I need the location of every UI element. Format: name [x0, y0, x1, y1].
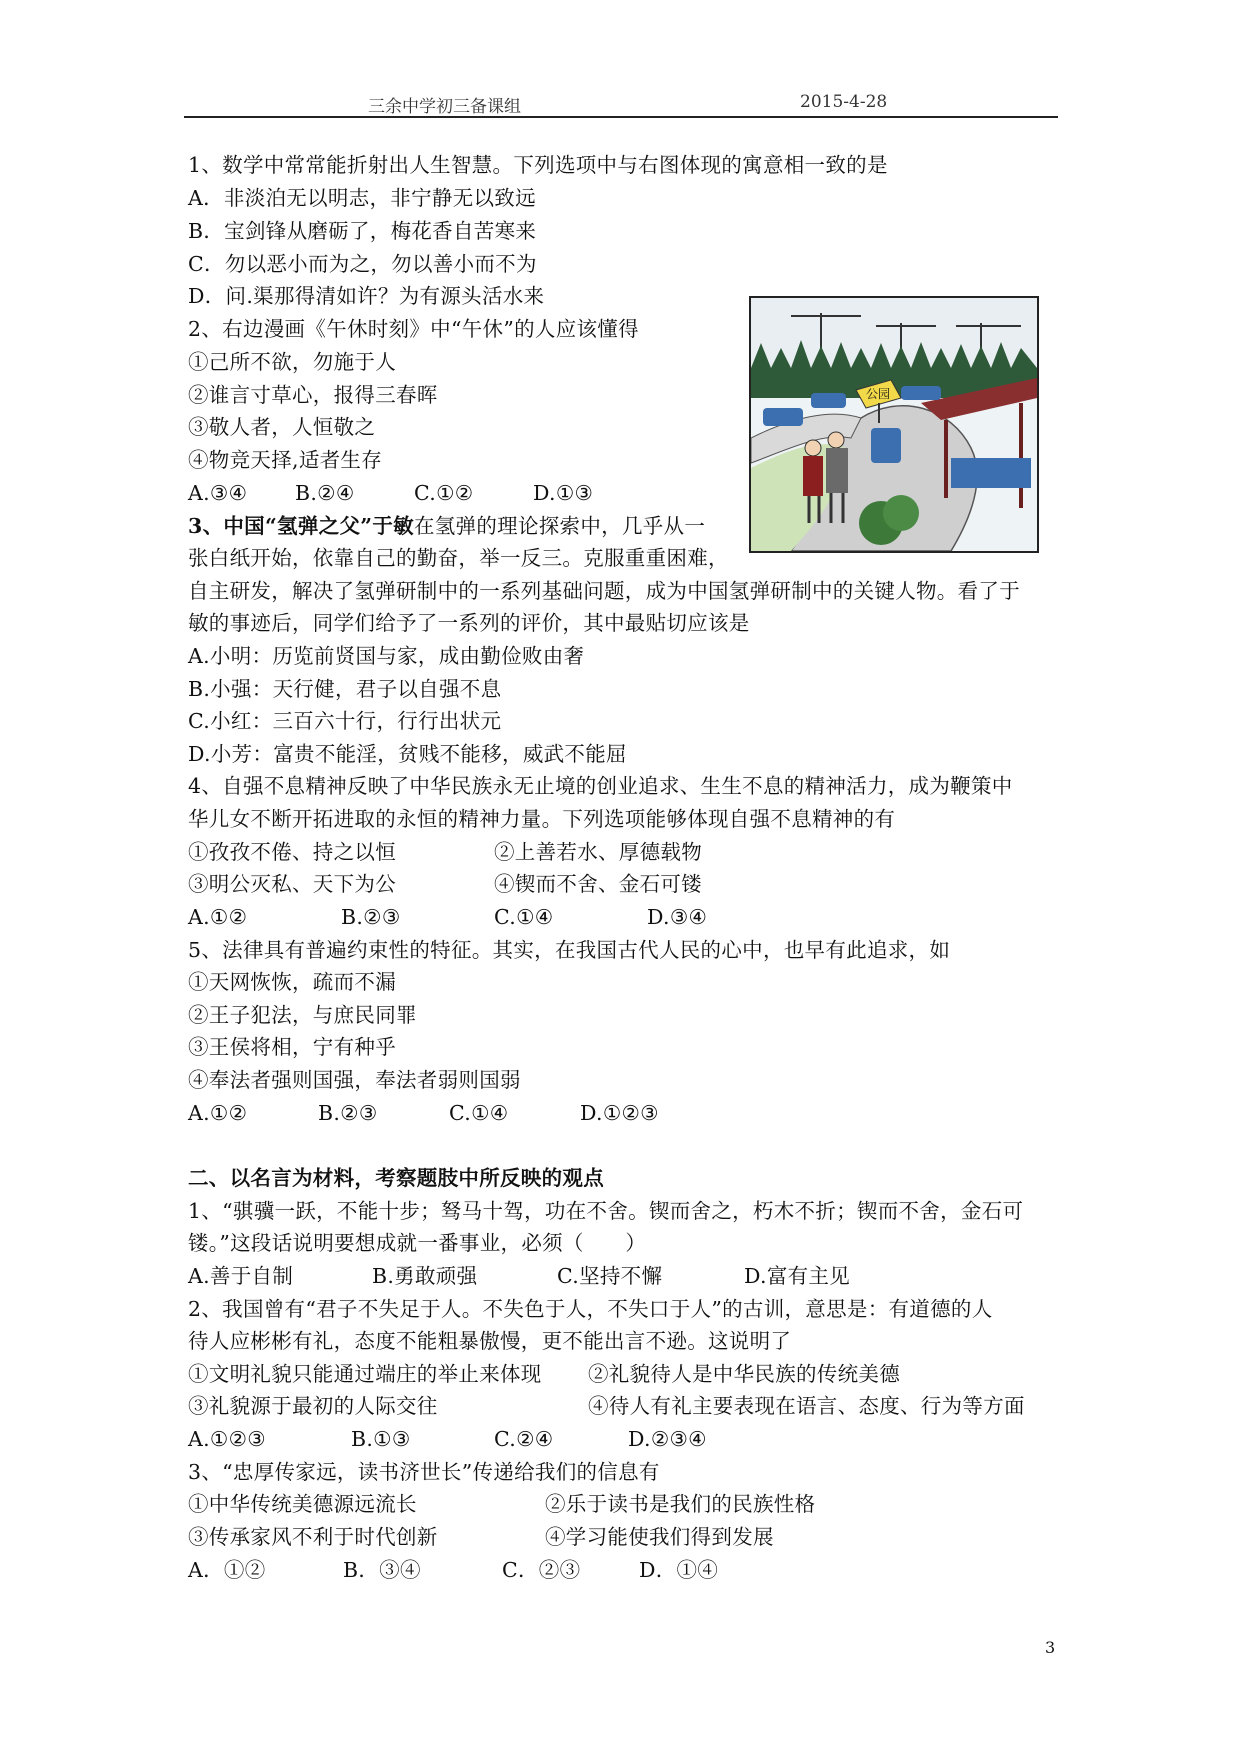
header-org: 三余中学初三备课组 — [368, 97, 521, 117]
q4-statements-row-1 — [188, 837, 888, 867]
q5-options — [188, 1098, 888, 1128]
q4-statement-3: ③明公灭私、天下为公 — [188, 872, 396, 896]
s2-q2-line-2: 待人应彬彬有礼，态度不能粗暴傲慢，更不能出言不逊。这说明了 — [188, 1329, 792, 1353]
q2-option-c: C.①② — [414, 481, 474, 505]
s2-q3-options — [188, 1555, 888, 1585]
q4-option-a: A.①② — [188, 905, 248, 929]
s2-q1-line-2: 镂。”这段话说明要想成就一番事业，必须（ ） — [188, 1231, 647, 1255]
q4-options — [188, 902, 888, 932]
q2-statement-2: ②谁言寸草心，报得三春晖 — [188, 383, 438, 407]
q5-statement-3: ③王侯将相，宁有种乎 — [188, 1035, 396, 1059]
q3-option-b: B.小强：天行健，君子以自强不息 — [188, 677, 502, 701]
q5-statement-2: ②王子犯法，与庶民同罪 — [188, 1003, 417, 1027]
s2-q2-line-1: 2、我国曾有“君子不失足于人。不失色于人，不失口于人”的古训，意思是：有道德的人 — [188, 1297, 993, 1321]
page-number: 3 — [1045, 1638, 1056, 1657]
s2-q2-statements-row-1 — [188, 1359, 1048, 1389]
q1-option-d: D．问.渠那得清如许？为有源头活水来 — [188, 284, 545, 308]
s2-q2-statement-3: ③礼貌源于最初的人际交往 — [188, 1394, 438, 1418]
q2-option-d: D.①③ — [533, 481, 594, 505]
q3-stem-rest: 在氢弹的理论探索中，几乎从一 — [413, 514, 706, 538]
q5-option-c: C.①④ — [449, 1101, 509, 1125]
q3-stem-line-3: 自主研发，解决了氢弹研制中的一系列基础问题，成为中国氢弹研制中的关键人物。看了于 — [188, 579, 1020, 603]
q2-options — [188, 478, 688, 508]
q2-option-a: A.③④ — [188, 481, 248, 505]
q3-option-d: D.小芳：富贵不能淫，贫贱不能移，威武不能屈 — [188, 742, 627, 766]
s2-q3-option-d: D．①④ — [639, 1558, 719, 1582]
q1-stem: 1、数学中常常能折射出人生智慧。下列选项中与右图体现的寓意相一致的是 — [188, 153, 888, 177]
q2-option-b: B.②④ — [295, 481, 355, 505]
q5-statement-1: ①天网恢恢，疏而不漏 — [188, 970, 396, 994]
header-date: 2015-4-28 — [800, 92, 888, 112]
cartoon-image — [749, 296, 1039, 553]
s2-q1-option-b: B.勇敢顽强 — [372, 1264, 478, 1288]
park-sign: 公园 — [866, 387, 891, 401]
q1-option-c: C．勿以恶小而为之，勿以善小而不为 — [188, 252, 537, 276]
s2-q1-option-d: D.富有主见 — [744, 1264, 851, 1288]
q3-stem-line-1 — [188, 511, 705, 541]
s2-q3-statement-3: ③传承家风不利于时代创新 — [188, 1525, 438, 1549]
q4-option-d: D.③④ — [647, 905, 708, 929]
q4-statements-row-2 — [188, 869, 888, 899]
q4-option-b: B.②③ — [341, 905, 401, 929]
s2-q2-statements-row-2 — [188, 1391, 1048, 1421]
q4-option-c: C.①④ — [494, 905, 554, 929]
s2-q2-option-b: B.①③ — [351, 1427, 411, 1451]
s2-q3-statement-4: ④学习能使我们得到发展 — [545, 1525, 774, 1549]
q3-stem-line-4: 敏的事迹后，同学们给予了一系列的评价，其中最贴切应该是 — [188, 611, 750, 635]
q5-stem: 5、法律具有普遍约束性的特征。其实，在我国古代人民的心中，也早有此追求，如 — [188, 938, 951, 962]
s2-q3-option-a: A．①② — [188, 1558, 266, 1582]
q4-statement-2: ②上善若水、厚德载物 — [494, 840, 702, 864]
q3-stem-bold: 3、中国“氢弹之父”于敏 — [188, 514, 414, 538]
s2-q1-option-a: A.善于自制 — [188, 1264, 294, 1288]
s2-q3-stem: 3、“忠厚传家远，读书济世长”传递给我们的信息有 — [188, 1460, 660, 1484]
q2-statement-1: ①己所不欲，勿施于人 — [188, 350, 396, 374]
q2-statement-3: ③敬人者，人恒敬之 — [188, 415, 376, 439]
q1-option-a: A．非淡泊无以明志，非宁静无以致远 — [188, 186, 536, 210]
q4-stem-line-1: 4、自强不息精神反映了中华民族永无止境的创业追求、生生不息的精神活力，成为鞭策中 — [188, 774, 1013, 798]
q5-option-d: D.①②③ — [580, 1101, 659, 1125]
s2-q3-statement-1: ①中华传统美德源远流长 — [188, 1492, 417, 1516]
q4-statement-1: ①孜孜不倦、持之以恒 — [188, 840, 396, 864]
q5-option-b: B.②③ — [318, 1101, 378, 1125]
s2-q3-statements-row-1 — [188, 1489, 888, 1519]
q3-option-a: A.小明：历览前贤国与家，成由勤俭败由奢 — [188, 644, 585, 668]
s2-q1-option-c: C.坚持不懈 — [557, 1264, 663, 1288]
s2-q3-statements-row-2 — [188, 1522, 888, 1552]
cartoon-illustration — [751, 298, 1037, 551]
s2-q1-line-1: 1、“骐骥一跃，不能十步；驽马十驾，功在不舍。锲而舍之，朽木不折；锲而不舍，金石可 — [188, 1199, 1024, 1223]
q3-option-c: C.小红：三百六十行，行行出状元 — [188, 709, 502, 733]
s2-q2-option-c: C.②④ — [494, 1427, 554, 1451]
s2-q2-statement-1: ①文明礼貌只能通过端庄的举止来体现 — [188, 1362, 542, 1386]
s2-q1-options — [188, 1261, 988, 1291]
s2-q2-option-a: A.①②③ — [188, 1427, 266, 1451]
q3-stem-line-2: 张白纸开始，依靠自己的勤奋，举一反三。克服重重困难， — [188, 546, 729, 570]
q4-statement-4: ④锲而不舍、金石可镂 — [494, 872, 702, 896]
q5-option-a: A.①② — [188, 1101, 248, 1125]
q2-statement-4: ④物竞天择,适者生存 — [188, 448, 383, 472]
s2-q2-option-d: D.②③④ — [628, 1427, 707, 1451]
s2-q2-statement-2: ②礼貌待人是中华民族的传统美德 — [588, 1362, 900, 1386]
s2-q3-option-c: C．②③ — [502, 1558, 581, 1582]
q1-option-b: B．宝剑锋从磨砺了，梅花香自苦寒来 — [188, 219, 537, 243]
page-header — [184, 88, 1058, 118]
s2-q2-statement-4: ④待人有礼主要表现在语言、态度、行为等方面 — [588, 1394, 1025, 1418]
s2-q2-options — [188, 1424, 888, 1454]
section-2-title: 二、以名言为材料，考察题肢中所反映的观点 — [188, 1166, 604, 1190]
s2-q3-statement-2: ②乐于读书是我们的民族性格 — [545, 1492, 816, 1516]
s2-q3-option-b: B．③④ — [343, 1558, 421, 1582]
q5-statement-4: ④奉法者强则国强，奉法者弱则国弱 — [188, 1068, 521, 1092]
q4-stem-line-2: 华儿女不断开拓进取的永恒的精神力量。下列选项能够体现自强不息精神的有 — [188, 807, 896, 831]
q2-stem: 2、右边漫画《午休时刻》中“午休”的人应该懂得 — [188, 317, 639, 341]
